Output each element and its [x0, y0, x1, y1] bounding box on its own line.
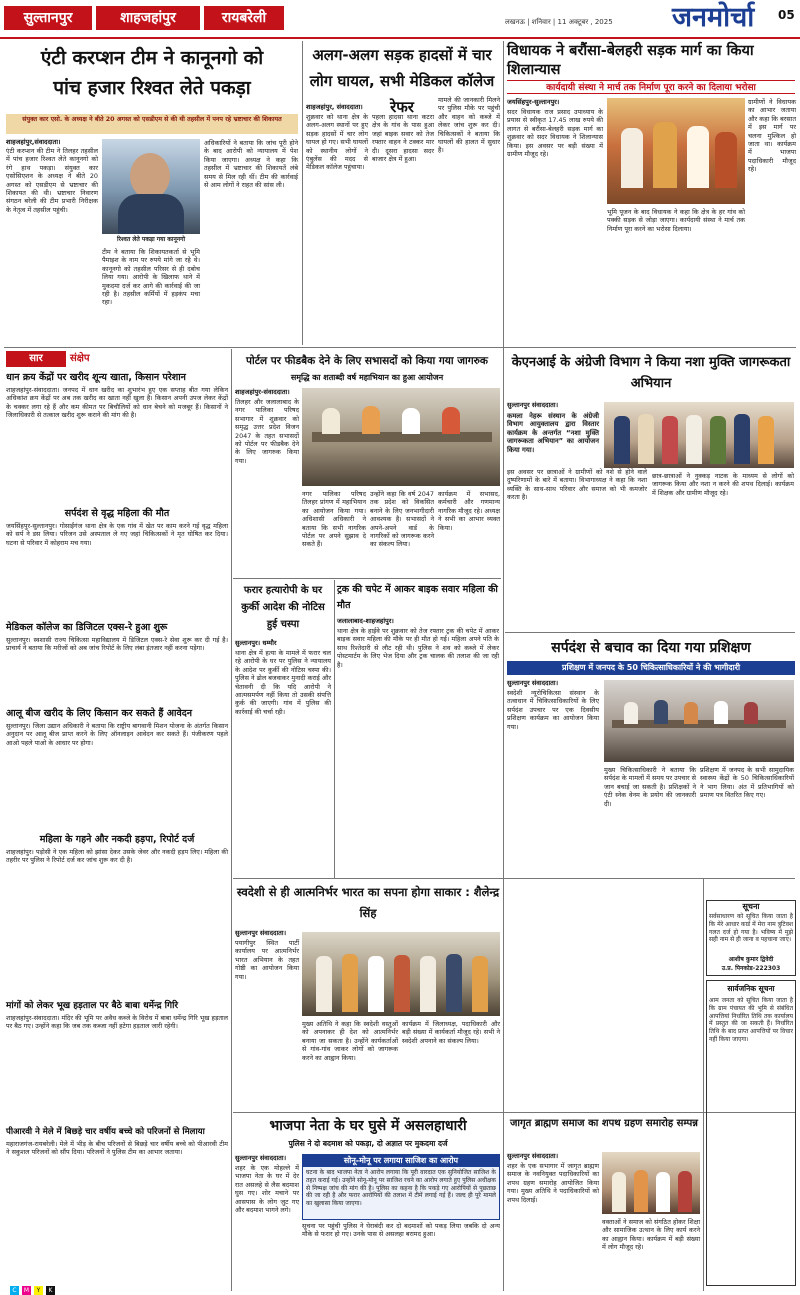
portal-col2: नगर पालिका परिषद तिलहर प्रांगण में महाभियान का आयोजन किया गया। अधिशासी अधिकारी ने बताया कि सभी नागरिक पोर्टल पर अपने सुझाव दे सकते हैं।: [302, 490, 366, 549]
kna-col1: इस अवसर पर छात्राओं ने ग्रामीणों को नशे से होने वाले दुष्परिणामों के बारे में बताया। विभागाध्यक्ष ने कहा कि नशा व्यक्ति के साथ-साथ परिवार और समाज को भी कमजोर करता है।: [507, 468, 647, 502]
portal-byline: शाहजहांपुर-संवाददाता।: [235, 388, 290, 396]
truck-byline: जलालाबाद-शाहजहांपुर।: [337, 617, 394, 625]
story1-col1: एंटी करप्शन की टीम ने तिलहर तहसील में पांच हजार रिश्वत लेते कानूनगो को रंगे हाथ पकड़ा। संयुक्त कार एसोसिएशन के अध्यक्ष ने बीते 20 अगस्त को एसडीएम से भ्रष्टाचार की शिकायत की थी। भ्रष्टाचार निवारण संगठन बरेली की टीम प्रभारी निरीक्षक के नेतृत्व में तहसील पहुंची।: [6, 147, 98, 214]
swadeshi-photo: [302, 932, 500, 1016]
cmyk-c: C: [10, 1286, 19, 1295]
story3-col1: सदर विधायक राज प्रसाद उपाध्याय के प्रयास से स्वीकृत 17.45 लाख रुपये की लागत से बरौंसा-बेलहरी सड़क मार्ग का शुक्रवार को सदर विधायक ने शिलान्यास किया। इस अवसर पर बड़ी संख्या में ग्रामीण मौजूद रहे।: [507, 108, 603, 159]
divider-h2: [233, 578, 501, 579]
divider-v6: [703, 878, 704, 1291]
story3-col2: भूमि पूजन के बाद विधायक ने कहा कि क्षेत्र के हर गांव को पक्की सड़क से जोड़ा जाएगा। कार्यदायी संस्था ने मार्च तक निर्माण पूरा करने का भरोसा दिलाया।: [607, 208, 745, 233]
swadeshi-col3: कार्यक्रम में जिलाध्यक्ष, पदाधिकारी और बड़ी संख्या में कार्यकर्ता मौजूद रहे। सभी ने स्वदेशी अपनाने का संकल्प लिया।: [402, 1020, 500, 1045]
sonu-box: [302, 1154, 500, 1220]
sarpdansh-col3: प्रशिक्षण में जनपद के सभी सामुदायिक स्वास्थ्य केंद्रों के 50 चिकित्साधिकारियों ने भाग लिया। अंत में प्रतिभागियों को प्रमाण पत्र वितरित किए गए।: [700, 766, 794, 800]
bjp-col1: शहर के एक मोहल्ले में भाजपा नेता के घर में देर रात असलहे से लैस बदमाश घुस गए। शोर मचाने पर आसपास के लोग जुट गए और बदमाश भागने लगे।: [235, 1164, 299, 1215]
city-tab-raebareli[interactable]: रायबरेली: [204, 6, 284, 30]
story2-col1: शुक्रवार को थाना क्षेत्र के अलग-अलग स्थानों पर हुए सड़क हादसों में चार लोग घायल हो गए। सभी घायलों को स्थानीय लोगों ने एंबुलेंस की मदद से मेडिकल कॉलेज पहुंचाया।: [306, 113, 368, 172]
sar-list: [6, 370, 228, 1290]
brahman-photo: [602, 1152, 700, 1214]
story2-col3: मामले की जानकारी मिलने पर पुलिस मौके पर पहुंची और वाहन को कब्जे में लेकर जांच शुरू कर दी। चिकित्सकों ने बताया कि घायलों की हालत में सुधार है।: [438, 96, 500, 155]
kna-photo: [604, 402, 794, 468]
suchna-box: [706, 900, 796, 976]
sar-tag: सार: [6, 351, 66, 367]
divider-h1: [4, 347, 796, 348]
bjp-byline: सुल्तानपुर संवाददाता।: [235, 1154, 287, 1162]
portal-headline: पोर्टल पर फीडबैक देने के लिए सभासदों को किया गया जागरुक: [246, 355, 488, 367]
story1-headline-line1: एंटी करप्शन टीम ने कानूनगो को: [40, 47, 264, 69]
dateline: लखनऊ | शनिवार | 11 अक्टूबर , 2025: [505, 18, 613, 26]
story1-col3: अधिकारियों ने बताया कि जांच पूरी होने के बाद आरोपी को न्यायालय में पेश किया जाएगा। अध्यक्ष ने कहा कि तहसील में भ्रष्टाचार की शिकायतें लंबे समय से मिल रही थीं। टीम की कार्रवाई से आम लोगों ने राहत की सांस ली।: [204, 139, 298, 190]
divider-h4: [505, 632, 795, 633]
brahman-col1: शहर के एक सभागार में जागृत ब्राह्मण समाज के नवनियुक्त पदाधिकारियों का शपथ ग्रहण समारोह आयोजित किया गया। मुख्य अतिथि ने पदाधिकारियों को शपथ दिलाई।: [507, 1162, 599, 1204]
story3-headline: विधायक ने बरौंसा-बेलहरी सड़क मार्ग का किया शिलान्यास: [507, 43, 754, 78]
mahant-byline: सुल्तानपुर। धम्मौर: [235, 639, 277, 647]
story3-col3: ग्रामीणों ने विधायक का आभार जताया और कहा कि बरसात में इस मार्ग पर चलना मुश्किल हो जाता था। कार्यक्रम में भाजपा पदाधिकारी मौजूद रहे।: [748, 98, 796, 174]
divider-v3: [231, 349, 232, 1291]
divider-v5: [503, 1112, 504, 1291]
notice-title: सार्वजनिक सूचना: [727, 984, 775, 993]
sar-item-body: सुल्तानपुर। स्वशासी राज्य चिकित्सा महाविद्यालय में डिजिटल एक्स-रे सेवा शुरू कर दी गई है। प्राचार्य ने बताया कि मरीजों को अब जांच रिपोर्ट के लिए लंबा इंतजार नहीं करना पड़ेगा।: [6, 636, 228, 653]
cmyk-strip: [0, 1286, 800, 1295]
masthead: [0, 0, 800, 38]
story1-headline-line2: पांच हजार रिश्वत लेते पकड़ा: [53, 77, 251, 99]
city-tab-shahjahanpur[interactable]: शाहजहांपुर: [96, 6, 200, 30]
kna-col2: छात्र-छात्राओं ने नुक्कड़ नाटक के माध्यम से लोगों को जागरूक किया और नशा न करने की शपथ दिलाई। कार्यक्रम में शिक्षक और ग्रामीण मौजूद रहे।: [652, 472, 794, 497]
sar-item-title: महिला के गहने और नकदी हड़पा, रिपोर्ट दर्ज: [39, 834, 195, 845]
portal-subheadline: समृद्धि का शताब्दी वर्ष महाभियान का हुआ आयोजन: [290, 373, 444, 382]
divider-v1: [302, 41, 303, 345]
sar-item-body: शाहजहांपुर। पड़ोसी ने एक महिला को झांसा देकर उसके जेवर और नकदी हड़प लिए। महिला की तहरीर पर पुलिस ने रिपोर्ट दर्ज कर जांच शुरू कर दी है।: [6, 848, 228, 865]
story1-col2: टीम ने बताया कि शिकायतकर्ता से भूमि पैमाइश के नाम पर रुपये मांगे जा रहे थे। कानूनगो को तहसील परिसर से ही दबोच लिया गया। आरोपी के खिलाफ थाने में मुकदमा दर्ज कर आगे की कार्रवाई की जा रही है। तहसील कर्मियों में हड़कंप मचा रहा।: [102, 248, 200, 307]
sankshep-tag: संक्षेप: [70, 353, 90, 364]
story2-col2: पहला हादसा थाना कटरा क्षेत्र के गांव के पास हुआ जहां बाइक सवार को तेज रफ्तार वाहन ने टक्कर मार दी। दूसरा हादसा सदर बाजार क्षेत्र में हुआ।: [372, 113, 434, 164]
cmyk-y: Y: [34, 1286, 43, 1295]
kna-box: कमला नेहरू संस्थान के अंग्रेजी विभाग आयुक्तालय द्वारा विस्तार कार्यक्रम के अन्तर्गत “नशा मुक्ति जागरूकता अभियान” का आयोजन किया गया।: [507, 412, 599, 454]
sarpdansh-col1: स्वदेशी न्यूरोचिकित्सा संस्थान के तत्वाधान में चिकित्साधिकारियों के लिए सर्पदंश उपचार पर एक दिवसीय प्रशिक्षण कार्यक्रम का आयोजन किया गया।: [507, 689, 599, 731]
truck-body: थाना क्षेत्र के हाईवे पर शुक्रवार को तेज रफ्तार ट्रक की चपेट में आकर बाइक सवार महिला की मौके पर ही मौत हो गई। महिला अपने पति के साथ रिश्तेदारी से लौट रही थी। पुलिस ने शव को कब्जे में लेकर पोस्टमार्टम के लिए भेज दिया और ट्रक चालक की तलाश की जा रही है।: [337, 627, 499, 669]
sar-item-title: मांगों को लेकर भूख हड़ताल पर बैठे बाबा धर्मेन्द्र गिरि: [6, 1001, 179, 1011]
story1-photo: [102, 139, 200, 234]
brahman-headline: जागृत ब्राह्मण समाज का शपथ ग्रहण समारोह सम्पन्न: [510, 1118, 698, 1129]
divider-v2: [503, 41, 504, 1291]
swadeshi-col2: मुख्य अतिथि ने कहा कि स्वदेशी वस्तुओं को अपनाकर ही देश को आत्मनिर्भर बनाया जा सकता है। उन्होंने कार्यकर्ताओं से गांव-गांव जाकर लोगों को जागरूक करने का आह्वान किया।: [302, 1020, 398, 1062]
cmyk-m: M: [23, 1287, 30, 1294]
notice-body: आम जनता को सूचित किया जाता है कि ग्राम पंचायत की भूमि से संबंधित आपत्तियां निर्धारित तिथि तक कार्यालय में प्रस्तुत की जा सकती हैं। निर्धारित तिथि के बाद प्राप्त आपत्तियों पर विचार नहीं किया जाएगा।: [709, 997, 793, 1043]
kna-headline: केएनआई के अंग्रेजी विभाग ने किया नशा मुक्ति जागरूकता अभियान: [511, 355, 791, 391]
brahman-byline: सुल्तानपुर संवाददाता।: [507, 1152, 559, 1160]
bjp-col2: सूचना पर पहुंची पुलिस ने घेराबंदी कर दो बदमाशों को पकड़ लिया जबकि दो अन्य मौके से फरार हो गए। उनके पास से असलहा बरामद हुआ।: [302, 1222, 500, 1239]
portal-photo: [302, 388, 500, 486]
sarpdansh-byline: सुल्तानपुर संवाददाता।: [507, 679, 559, 687]
sarpdansh-subheadline: प्रशिक्षण में जनपद के 50 चिकित्साधिकारियों ने की भागीदारी: [507, 661, 795, 675]
sar-item-body: महाराजगंज-रायबरेली। मेले में भीड़ के बीच परिजनों से बिछड़े चार वर्षीय बच्चे को पीआरवी टीम ने सकुशल परिजनों को सौंप दिया। परिजनों ने पुलिस टीम का आभार जताया।: [6, 1140, 228, 1157]
brand-logo: जनमोर्चा: [672, 2, 755, 33]
story1-subheadline: संयुक्त कार एसो. के अध्यक्ष ने बीते 20 अगस्त को एसडीएम से की थी तहसील में पनप रहे भ्रष्टाचार की शिकायत: [6, 114, 298, 134]
portal-col4: कार्यक्रम में सभासद, कर्मचारी और गणमान्य नागरिक मौजूद रहे। अध्यक्ष ने सभी का आभार व्यक्त किया।: [438, 490, 500, 532]
portal-col3: उन्होंने कहा कि वर्ष 2047 तक प्रदेश को विकसित बनाने के लिए जनभागीदारी आवश्यक है। सभासदों ने अपने-अपने वार्ड के नागरिकों को जागरूक करने का संकल्प लिया।: [370, 490, 434, 549]
suchna-sign: आशीष कुमार द्विवेदी: [728, 956, 774, 963]
swadeshi-byline: सुल्तानपुर संवाददाता।: [235, 929, 287, 937]
suchna-title: सूचना: [742, 902, 760, 911]
sar-item-title: मेडिकल कॉलेज का डिजिटल एक्स-रे हुआ शुरू: [6, 622, 168, 633]
story3-byline: जयसिंहपुर-सुल्तानपुर।: [507, 98, 560, 106]
sonu-body: घटना के बाद भाजपा नेता ने आरोप लगाया कि पूरी वारदात एक सुनियोजित साजिश के तहत कराई गई। उन्होंने सोनू-मोनू पर साजिश रचने का आरोप लगाते हुए पुलिस अधीक्षक से निष्पक्ष जांच की मांग की है। पुलिस का कहना है कि पकड़े गए आरोपियों से पूछताछ की जा रही है और फरार आरोपियों की तलाश में टीमें लगाई गई हैं। जल्द ही पूरे मामले का खुलासा किया जाएगा।: [306, 1169, 496, 1208]
sarpdansh-col2: मुख्य चिकित्साधिकारी ने बताया कि सर्पदंश के मामलों में समय पर उपचार से जान बचाई जा सकती है। प्रशिक्षकों ने एंटी स्नेक वेनम के प्रयोग की जानकारी दी।: [604, 766, 696, 808]
truck-headline: ट्रक की चपेट में आकर बाइक सवार महिला की मौत: [337, 584, 498, 611]
suchna-body: सर्वसाधारण को सूचित किया जाता है कि मेरे आधार कार्ड में मेरा नाम त्रुटिवश गलत दर्ज हो गया है। भविष्य में मुझे सही नाम से ही जाना व पहचाना जाए।: [709, 913, 793, 944]
mahant-headline: फरार हत्यारोपी के घर कुर्की आदेश की नोटिस हुई चस्पा: [241, 585, 325, 630]
sar-item-title: आलू बीज खरीद के लिए किसान कर सकते हैं आवेदन: [6, 708, 193, 719]
mahant-body: थाना क्षेत्र में हत्या के मामले में फरार चल रहे आरोपी के घर पर पुलिस ने न्यायालय के आदेश पर कुर्की की नोटिस चस्पा की। पुलिस ने ढोल बजवाकर मुनादी कराई और चेतावनी दी कि यदि आरोपी ने आत्मसमर्पण नहीं किया तो उसकी संपत्ति कुर्क की जाएगी। गांव में पुलिस की कार्रवाई की चर्चा रही।: [235, 649, 331, 716]
suchna-address: उ.प्र. पिनकोड-222303: [721, 965, 781, 972]
sar-item-body: शाहजहांपुर-संवाददाता। जनपद में धान खरीद का शुभारंभ हुए एक सप्ताह बीत गया लेकिन अधिकांश क्रय केंद्रों पर अब तक खरीद का खाता नहीं खुला है। किसान अपनी उपज लेकर केंद्रों के चक्कर लगा रहे हैं और कम कीमत पर बिचौलियों को धान बेचने को मजबूर हैं। किसानों ने जिलाधिकारी से तत्काल खरीद शुरू कराने की मांग की है।: [6, 386, 228, 420]
story3-subheadline: कार्यदायी संस्था ने मार्च तक निर्माण पूरा करने का दिलाया भरोसा: [507, 80, 795, 94]
sar-item-title: सर्पदंश से वृद्ध महिला की मौत: [64, 508, 170, 519]
page-number: 05: [778, 8, 795, 22]
divider-v4: [334, 580, 335, 878]
sar-item-body: सुल्तानपुर। जिला उद्यान अधिकारी ने बताया कि राष्ट्रीय बागवानी मिशन योजना के अंतर्गत किसान अनुदान पर आलू बीज प्राप्त करने के लिए ऑनलाइन आवेदन कर सकते हैं। पंजीकरण पहले आओ पहले पाओ के आधार पर होगा।: [6, 722, 228, 747]
story3-photo: [607, 98, 745, 204]
sar-item-body: शाहजहांपुर-संवाददाता। मंदिर की भूमि पर अवैध कब्जे के विरोध में बाबा धर्मेन्द्र गिरि भूख हड़ताल पर बैठ गए। उन्होंने कहा कि जब तक कब्जा नहीं हटेगा हड़ताल जारी रहेगी।: [6, 1014, 228, 1031]
sar-item-body: जयसिंहपुर-सुल्तानपुर। गोसाईंगंज थाना क्षेत्र के एक गांव में खेत पर काम करने गई वृद्ध महिला को सर्प ने डस लिया। परिजन उसे अस्पताल ले गए जहां चिकित्सकों ने मृत घोषित कर दिया। घटना से परिवार में कोहराम मच गया।: [6, 522, 228, 547]
city-tab-sultanpur[interactable]: सुल्तानपुर: [4, 6, 92, 30]
divider-h5: [233, 878, 795, 879]
sar-item-title: धान क्रय केंद्रों पर खरीद शून्य खाता, किसान परेशान: [6, 372, 186, 383]
swadeshi-headline: स्वदेशी से ही आत्मनिर्भर भारत का सपना होगा साकार : शैलेन्द्र सिंह: [236, 885, 500, 920]
bjp-subheadline: पुलिस ने दो बदमाश को पकड़ा, दो अज्ञात पर मुकदमा दर्ज: [288, 1139, 448, 1148]
story1-byline: शाहजहांपुर,संवाददाता।: [6, 138, 61, 146]
notice-box: [706, 980, 796, 1286]
story2-headline: अलग-अलग सड़क हादसों में चार लोग घायल, सभी मेडिकल कॉलेज रेफर: [309, 46, 495, 116]
bjp-headline: भाजपा नेता के घर घुसे में असलहाधारी: [269, 1118, 467, 1134]
sar-item-title: पीआरवी ने मेले में बिछड़े चार वर्षीय बच्चे को परिजनों से मिलाया: [6, 1127, 205, 1137]
masthead-rule: [0, 37, 800, 39]
cmyk-k: K: [46, 1286, 55, 1295]
sarpdansh-photo: [604, 680, 794, 762]
portal-col1: तिलहर और जलालाबाद के नगर पालिका परिषद सभागार में शुक्रवार को समृद्ध उत्तर प्रदेश विजन 2047 के तहत सभासदों को पोर्टल पर फीडबैक देने के लिए जागरुक किया गया।: [235, 398, 299, 465]
sonu-title: सोनू-मोनू पर लगाया साजिश का आरोप: [303, 1155, 499, 1167]
sarpdansh-headline: सर्पदंश से बचाव का दिया गया प्रशिक्षण: [551, 640, 751, 656]
story1-caption: रिश्वत लेते पकड़ा गया कानूनगो: [116, 236, 186, 243]
kna-byline: सुल्तानपुर संवाददाता।: [507, 401, 559, 409]
story1-headline: [6, 43, 298, 113]
sar-banner: [6, 351, 166, 367]
swadeshi-col1: पयागीपुर स्थित पार्टी कार्यालय पर आत्मनिर्भर भारत अभियान के तहत गोष्ठी का आयोजन किया गया।: [235, 939, 299, 981]
brahman-col2: वक्ताओं ने समाज को संगठित होकर शिक्षा और सामाजिक उत्थान के लिए कार्य करने का आह्वान किया। कार्यक्रम में बड़ी संख्या में लोग मौजूद रहे।: [602, 1218, 700, 1252]
story2-byline: शाहजहांपुर, संवाददाता।: [306, 103, 363, 111]
